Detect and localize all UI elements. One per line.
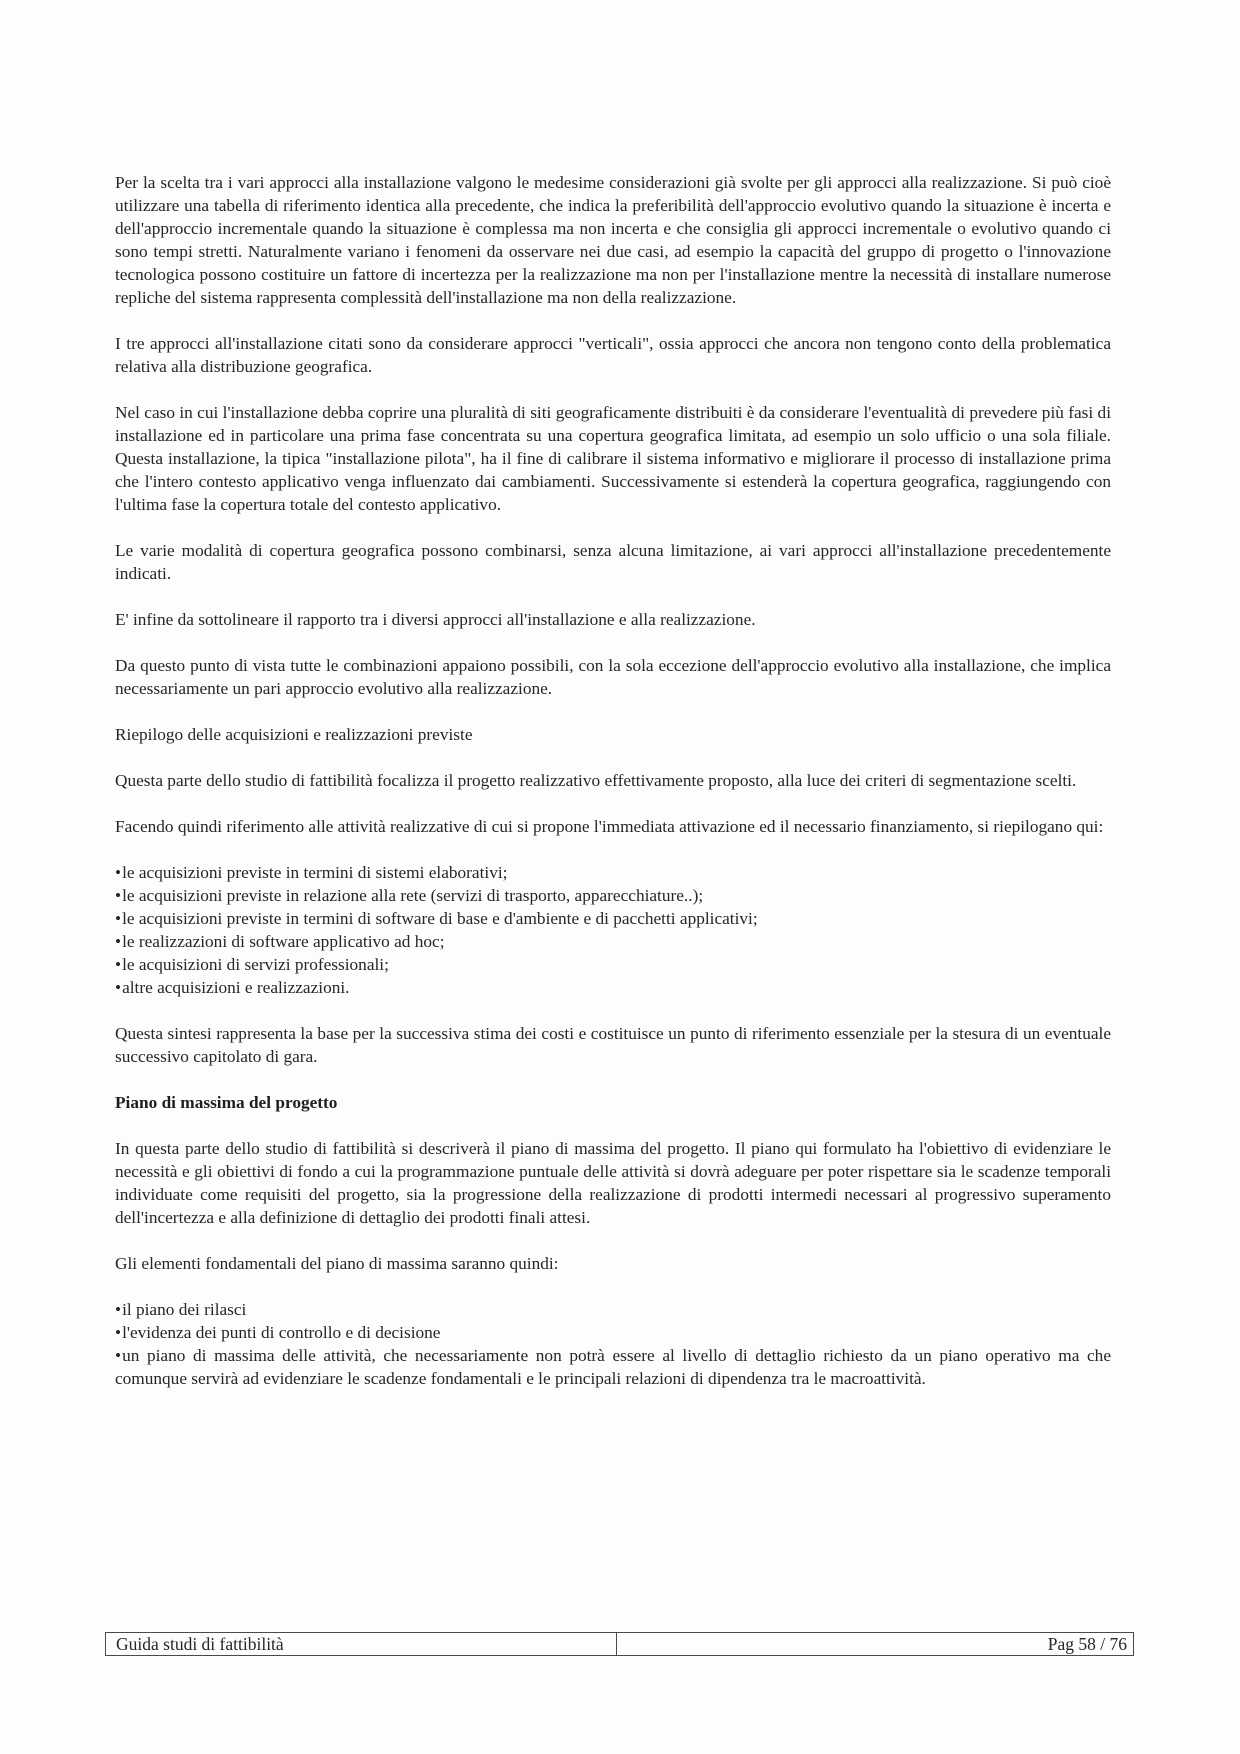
footer-page-number: Pag 58 / 76 [1047,1634,1127,1654]
list-item: • un piano di massima delle attività, che necessariamente non potrà essere al livello di dettaglio richiesto da un piano operativo ma che comunque servirà ad evidenziare le scadenze fondamentali e le principali relazioni di dipendenza tra le macroattività. [115,1344,1111,1390]
list-item: • il piano dei rilasci [115,1298,1111,1321]
paragraph-combinations: Da questo punto di vista tutte le combinazioni appaiono possibili, con la sola eccezione dell'approccio evolutivo alla installazione, che implica necessariamente un pari approccio evolutivo alla realizzazione. [115,656,1111,698]
paragraph-geographic-distribution: Nel caso in cui l'installazione debba coprire una pluralità di siti geograficamente distribuiti è da considerare l'eventualità di prevedere più fasi di installazione ed in particolare una prima fase concentrata su una copertura geografica limitata, ad esempio un solo ufficio o una sola filiale. Questa installazione, la tipica "installazione pilota", ha il fine di calibrare il sistema informativo e migliorare il processo di installazione prima che l'intero contesto applicativo venga influenzato dai cambiamenti. Successivamente si estenderà la copertura geografica, raggiungendo con l'ultima fase la copertura totale del contesto applicativo. [115,403,1111,514]
paragraph-plan-elements-intro: Gli elementi fondamentali del piano di massima saranno quindi: [115,1254,559,1273]
list-item: • altre acquisizioni e realizzazioni. [115,976,1111,999]
page-footer [105,1632,1134,1656]
paragraph-feasibility-focus: Questa parte dello studio di fattibilità focalizza il progetto realizzativo effettivamente proposto, alla luce dei criteri di segmentazione scelti. [115,771,1077,790]
paragraph-summary-intro: Facendo quindi riferimento alle attività realizzative di cui si propone l'immediata attivazione ed il necessario finanziamento, si riepilogano qui: [115,817,1104,836]
footer-document-title: Guida studi di fattibilità [106,1633,617,1655]
plan-elements-list [115,1298,1111,1390]
paragraph-plan-description: In questa parte dello studio di fattibilità si descriverà il piano di massima del progetto. Il piano qui formulato ha l'obiettivo di evidenziare le necessità e gli obiettivi di fondo a cui la programmazione puntuale delle attività si dovrà adeguare per poter rispettare sia le scadenze temporali individuate come requisiti del progetto, sia la progressione della realizzazione di prodotti intermedi necessari al progressivo superamento dell'incertezza e alla definizione di dettaglio dei prodotti finali attesi. [115,1139,1111,1227]
list-item: • le acquisizioni previste in termini di software di base e d'ambiente e di pacchetti applicativi; [115,907,1111,930]
list-item: • le acquisizioni previste in relazione alla rete (servizi di trasporto, apparecchiature..); [115,884,1111,907]
paragraph-vertical-approaches: I tre approcci all'installazione citati sono da considerare approcci "verticali", ossia approcci che ancora non tengono conto della problematica relativa alla distribuzione geografica. [115,334,1111,376]
paragraph-coverage-modes: Le varie modalità di copertura geografica possono combinarsi, senza alcuna limitazione, ai vari approcci all'installazione precedentemente indicati. [115,541,1111,583]
subheading-riepilogo: Riepilogo delle acquisizioni e realizzazioni previste [115,725,473,744]
paragraph-synthesis: Questa sintesi rappresenta la base per la successiva stima dei costi e costituisce un punto di riferimento essenziale per la stesura di un eventuale successivo capitolato di gara. [115,1024,1111,1066]
paragraph-installation-approaches: Per la scelta tra i vari approcci alla installazione valgono le medesime considerazioni già svolte per gli approcci alla realizzazione. Si può cioè utilizzare una tabella di riferimento identica alla precedente, che indica la preferibilità dell'approccio evolutivo quando la situazione è incerta e dell'approccio incrementale quando la situazione è complessa ma non incerta e che consiglia gli approcci incrementale o evolutivo quando ci sono tempi stretti. Naturalmente variano i fenomeni da osservare nei due casi, ad esempio la capacità del gruppo di progetto o l'innovazione tecnologica possono costituire un fattore di incertezza per la realizzazione ma non per l'installazione mentre la necessità di installare numerose repliche del sistema rappresenta complessità dell'installazione ma non della realizzazione. [115,173,1111,307]
section-heading-piano-di-massima: Piano di massima del progetto [115,1093,338,1112]
list-item: • l'evidenza dei punti di controllo e di decisione [115,1321,1111,1344]
paragraph-relationship: E' infine da sottolineare il rapporto tra i diversi approcci all'installazione e alla realizzazione. [115,610,756,629]
acquisitions-list [115,861,1111,999]
list-item: • le acquisizioni previste in termini di sistemi elaborativi; [115,861,1111,884]
list-item: • le realizzazioni di software applicativo ad hoc; [115,930,1111,953]
list-item: • le acquisizioni di servizi professionali; [115,953,1111,976]
page-body [115,171,1111,1390]
